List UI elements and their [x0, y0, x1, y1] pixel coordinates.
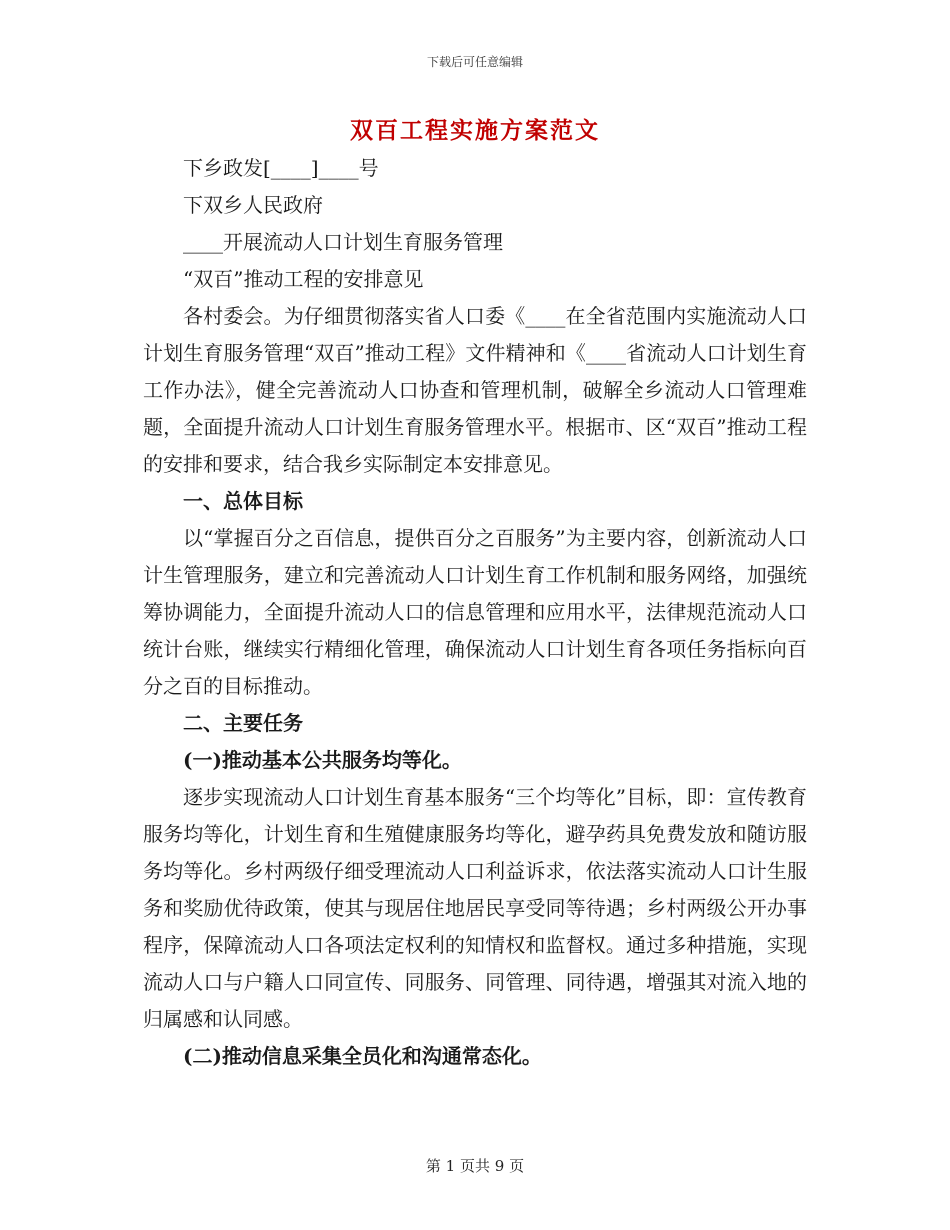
subject-line-1: ____开展流动人口计划生育服务管理 [183, 230, 503, 254]
page-footer: 第 1 页共 9 页 [425, 1157, 525, 1175]
header-note: 下载后可任意编辑 [426, 55, 523, 69]
subsection-2-heading: (二)推动信息采集全员化和沟通常态化。 [183, 1044, 542, 1068]
section-1-heading: 一、总体目标 [183, 489, 303, 513]
section-1-paragraph: 以“掌握百分之百信息，提供百分之百服务”为主要内容，创新流动人口计生管理服务，建立和完善流动人口计划生育工作机制和服务网络，加强统筹协调能力，全面提升流动人口的信息管理和应用水平，法律规范流动人口统计台账，继续实行精细化管理，确保流动人口计划生育各项任务指标向百分之百的目标推动。 [143, 526, 807, 698]
issuer: 下双乡人民政府 [183, 193, 323, 217]
intro-paragraph: 各村委会。为仔细贯彻落实省人口委《____在全省范围内实施流动人口计划生育服务管理“双百”推动工程》文件精神和《____省流动人口计划生育工作办法》，健全完善流动人口协查和管理机制，破解全乡流动人口管理难题，全面提升流动人口计划生育服务管理水平。根据市、区“双百”推动工程的安排和要求，结合我乡实际制定本安排意见。 [143, 304, 807, 476]
subsection-1-heading: (一)推动基本公共服务均等化。 [183, 748, 462, 772]
document-body [143, 150, 807, 1075]
section-2-heading: 二、主要任务 [183, 711, 303, 735]
document-title: 双百工程实施方案范文 [350, 117, 600, 144]
subject-line-2: “双百”推动工程的安排意见 [183, 267, 424, 291]
subsection-1-paragraph: 逐步实现流动人口计划生育基本服务“三个均等化”目标，即：宣传教育服务均等化，计划生育和生殖健康服务均等化，避孕药具免费发放和随访服务均等化。乡村两级仔细受理流动人口利益诉求，依法落实流动人口计生服务和奖励优待政策，使其与现居住地居民享受同等待遇；乡村两级公开办事程序，保障流动人口各项法定权利的知情权和监督权。通过多种措施，实现流动人口与户籍人口同宣传、同服务、同管理、同待遇，增强其对流入地的归属感和认同感。 [143, 785, 807, 1031]
doc-number: 下乡政发[____]____号 [183, 156, 379, 180]
